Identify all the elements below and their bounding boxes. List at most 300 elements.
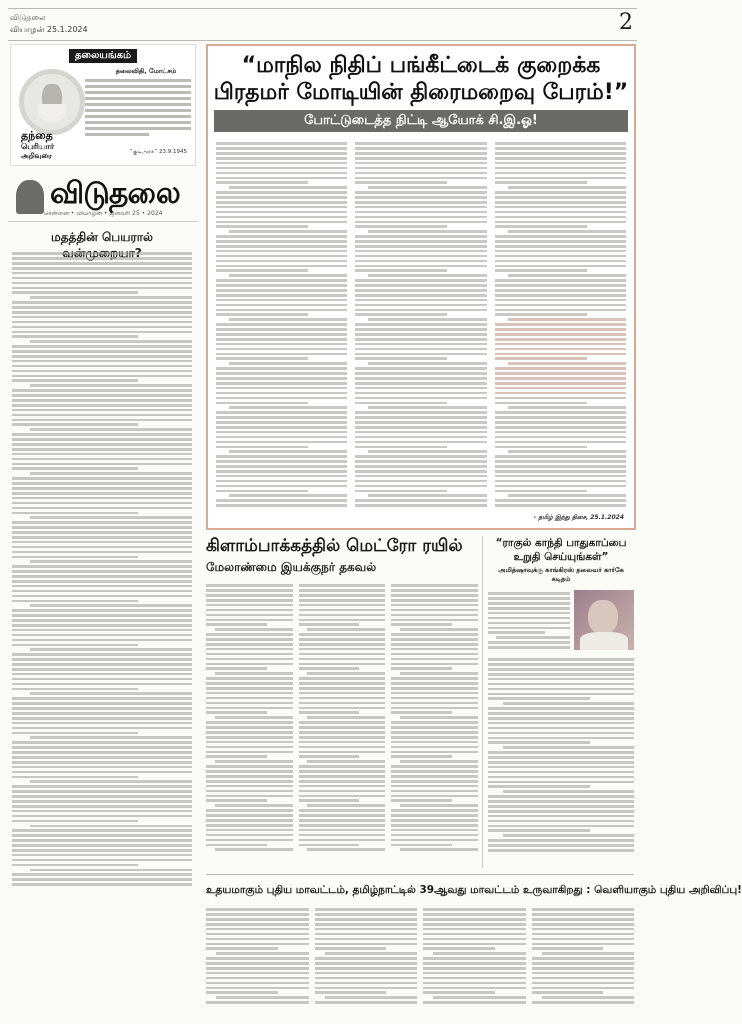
text-line [307, 848, 385, 851]
text-line [495, 211, 626, 214]
text-line [206, 726, 293, 729]
text-line [391, 589, 478, 592]
text-line [12, 575, 192, 578]
text-line [532, 938, 635, 941]
text-line [12, 600, 138, 603]
photo-shirt [580, 632, 628, 650]
text-line [495, 167, 626, 170]
text-line [12, 639, 192, 642]
text-line [12, 697, 192, 700]
text-line [216, 152, 347, 155]
text-line [12, 448, 192, 451]
text-line [299, 799, 360, 802]
text-line [206, 790, 293, 793]
text-line [12, 834, 192, 837]
text-line [12, 282, 192, 285]
text-line [391, 790, 478, 793]
text-line [216, 299, 347, 302]
text-line [215, 672, 293, 675]
text-line [299, 687, 386, 690]
text-line [206, 604, 293, 607]
text-line [355, 162, 486, 165]
text-line [299, 809, 386, 812]
text-line [532, 913, 635, 916]
text-line [495, 431, 626, 434]
text-line [206, 987, 309, 990]
header-rule [8, 40, 637, 41]
text-line [12, 262, 192, 265]
text-line [495, 402, 587, 405]
text-line [206, 653, 293, 656]
text-line [508, 274, 626, 277]
text-line [12, 717, 192, 720]
text-line [488, 592, 570, 595]
text-line [299, 746, 386, 749]
text-line [12, 467, 138, 470]
text-line [495, 436, 626, 439]
text-line [355, 245, 486, 248]
text-line [355, 382, 486, 385]
text-line [495, 475, 626, 478]
text-line [12, 732, 138, 735]
text-line [206, 962, 309, 965]
text-line [12, 595, 192, 598]
text-line [495, 348, 626, 351]
text-line [12, 394, 192, 397]
text-line [30, 692, 192, 695]
text-line [206, 751, 293, 754]
text-line [355, 446, 447, 449]
text-line [423, 947, 495, 950]
metro-column-2 [299, 582, 386, 870]
text-line [12, 497, 192, 500]
metro-headline: கிளாம்பாக்கத்தில் மெட்ரோ ரயில் [206, 536, 463, 556]
text-line [495, 485, 626, 488]
text-line [355, 397, 486, 400]
text-line [423, 933, 526, 936]
text-line [12, 839, 192, 842]
text-line [299, 726, 386, 729]
text-line [355, 460, 486, 463]
text-line [355, 328, 486, 331]
text-line [355, 157, 486, 160]
text-line [355, 357, 447, 360]
text-line [12, 722, 192, 725]
text-line [488, 839, 634, 842]
text-line [216, 216, 347, 219]
text-line [488, 776, 634, 779]
text-line [391, 653, 478, 656]
text-line [12, 624, 192, 627]
text-line [355, 485, 486, 488]
text-line [12, 257, 192, 260]
text-line [325, 996, 417, 999]
text-line [495, 357, 587, 360]
text-line [206, 711, 267, 714]
text-line [216, 426, 347, 429]
text-line [488, 732, 634, 735]
text-line [216, 328, 347, 331]
text-line [12, 409, 192, 412]
text-line [355, 196, 486, 199]
text-line [355, 172, 486, 175]
text-line [315, 991, 387, 994]
text-line [355, 480, 486, 483]
text-line [206, 589, 293, 592]
lead-column-2 [355, 140, 486, 506]
text-line [299, 844, 360, 847]
text-line [391, 839, 478, 842]
text-line [355, 142, 486, 145]
text-line [216, 211, 347, 214]
text-line [355, 504, 486, 507]
text-line [315, 957, 418, 960]
text-line [229, 274, 347, 277]
text-line [495, 441, 626, 444]
text-line [12, 766, 192, 769]
text-line [12, 458, 192, 461]
bottom-rule [206, 874, 634, 875]
text-line [12, 644, 138, 647]
text-line [503, 834, 634, 837]
text-line [12, 350, 192, 353]
text-line [503, 790, 634, 793]
text-line [12, 492, 192, 495]
text-line [206, 741, 293, 744]
text-line [299, 834, 386, 837]
text-line [495, 367, 626, 370]
text-line [532, 923, 635, 926]
text-line [355, 235, 486, 238]
metro-body [206, 582, 478, 870]
text-line [216, 367, 347, 370]
text-line [299, 839, 386, 842]
text-line [206, 780, 293, 783]
text-line [299, 599, 386, 602]
text-line [315, 972, 418, 975]
text-line [216, 377, 347, 380]
text-line [216, 402, 308, 405]
text-line [495, 201, 626, 204]
text-line [532, 928, 635, 931]
text-line [488, 631, 545, 634]
text-line [299, 707, 386, 710]
text-line [206, 1001, 309, 1004]
text-line [488, 849, 634, 852]
text-line [495, 338, 626, 341]
text-line [229, 230, 347, 233]
text-line [206, 819, 293, 822]
text-line [216, 382, 347, 385]
text-line [299, 604, 386, 607]
text-line [299, 755, 360, 758]
text-line [355, 455, 486, 458]
text-line [12, 785, 192, 788]
text-line [12, 878, 192, 881]
text-line [355, 304, 486, 307]
text-line [315, 913, 418, 916]
text-line [495, 294, 626, 297]
text-line [315, 967, 418, 970]
text-line [299, 682, 386, 685]
text-line [216, 952, 308, 955]
text-line [12, 360, 192, 363]
text-line [299, 824, 386, 827]
text-line [495, 240, 626, 243]
text-line [488, 688, 634, 691]
text-line [12, 820, 138, 823]
text-line [206, 736, 293, 739]
text-line [495, 426, 626, 429]
page-number: 2 [619, 10, 633, 35]
text-line [495, 480, 626, 483]
text-line [216, 441, 347, 444]
text-line [495, 250, 626, 253]
text-line [423, 938, 526, 941]
text-line [12, 423, 138, 426]
text-line [30, 340, 192, 343]
text-line [299, 643, 386, 646]
text-line [391, 711, 452, 714]
text-line [307, 804, 385, 807]
text-line [12, 267, 192, 270]
text-line [391, 638, 478, 641]
text-line [355, 181, 447, 184]
metro-column-1 [206, 582, 293, 870]
text-line [391, 824, 478, 827]
text-line [391, 814, 478, 817]
text-line [12, 419, 192, 422]
text-line [488, 641, 570, 644]
text-line [495, 181, 587, 184]
text-line [229, 186, 347, 189]
text-line [299, 638, 386, 641]
text-line [495, 142, 626, 145]
text-line [206, 977, 309, 980]
text-line [400, 760, 478, 763]
text-line [12, 746, 192, 749]
text-line [532, 987, 635, 990]
text-line [12, 541, 192, 544]
text-line [495, 382, 626, 385]
text-line [216, 343, 347, 346]
text-line [206, 599, 293, 602]
text-line [299, 731, 386, 734]
text-line [355, 284, 486, 287]
text-line [355, 392, 486, 395]
text-line [206, 746, 293, 749]
text-line [391, 731, 478, 734]
text-line [12, 756, 192, 759]
text-line [495, 177, 626, 180]
text-line [215, 716, 293, 719]
text-line [30, 604, 192, 607]
periyar-portrait [19, 69, 85, 135]
text-line [488, 800, 634, 803]
text-line [206, 594, 293, 597]
text-line [12, 370, 192, 373]
text-line [216, 338, 347, 341]
text-line [488, 712, 634, 715]
text-line [355, 313, 447, 316]
text-line [495, 284, 626, 287]
text-line [12, 609, 192, 612]
text-line [433, 996, 525, 999]
text-line [488, 597, 570, 600]
text-line [12, 565, 192, 568]
text-line [216, 480, 347, 483]
text-line [368, 362, 486, 365]
text-line [206, 839, 293, 842]
text-line [355, 255, 486, 258]
text-line [495, 157, 626, 160]
text-line [355, 465, 486, 468]
metro-subhead: மேலாண்மை இயக்குநர் தகவல் [206, 560, 377, 574]
editorial-label: தலையங்கம் [69, 49, 137, 63]
text-line [12, 570, 192, 573]
text-line [299, 780, 386, 783]
text-line [299, 667, 360, 670]
text-line [12, 619, 192, 622]
text-line [315, 943, 418, 946]
text-line [355, 269, 447, 272]
text-line [495, 499, 626, 502]
text-line [12, 453, 192, 456]
text-line [229, 494, 347, 497]
rahul-story [488, 534, 634, 870]
text-line [12, 326, 192, 329]
text-line [315, 947, 387, 950]
text-line [488, 622, 570, 625]
text-line [229, 362, 347, 365]
text-line [391, 770, 478, 773]
text-line [307, 672, 385, 675]
text-line [206, 663, 293, 666]
text-line [206, 829, 293, 832]
editorial-title: மதத்தின் பெயரால் [51, 230, 153, 244]
text-line [12, 590, 192, 593]
text-line [229, 450, 347, 453]
text-line [355, 333, 486, 336]
text-line [215, 760, 293, 763]
text-line [12, 433, 192, 436]
lead-body [216, 140, 626, 506]
text-line [216, 294, 347, 297]
text-line [495, 152, 626, 155]
text-line [216, 177, 347, 180]
text-line [216, 348, 347, 351]
text-line [12, 556, 138, 559]
text-line [206, 633, 293, 636]
text-line [30, 648, 192, 651]
text-line [12, 800, 192, 803]
text-line [355, 377, 486, 380]
text-line [495, 392, 626, 395]
text-line [206, 928, 309, 931]
text-line [12, 727, 192, 730]
text-line [423, 908, 526, 911]
text-line [206, 692, 293, 695]
text-line [391, 795, 478, 798]
text-line [206, 682, 293, 685]
text-line [423, 918, 526, 921]
text-line [488, 678, 634, 681]
text-line [216, 191, 347, 194]
text-line [355, 475, 486, 478]
photo-face [588, 600, 618, 634]
text-line [495, 343, 626, 346]
text-line [508, 362, 626, 365]
text-line [423, 913, 526, 916]
text-line [216, 392, 347, 395]
text-line [216, 255, 347, 258]
text-line [495, 465, 626, 468]
text-line [12, 702, 192, 705]
text-line [488, 722, 634, 725]
text-line [368, 318, 486, 321]
text-line [532, 977, 635, 980]
text-line [12, 277, 192, 280]
text-line [495, 279, 626, 282]
text-line [216, 196, 347, 199]
text-line [495, 260, 626, 263]
text-line [206, 913, 309, 916]
text-line [488, 805, 634, 808]
text-line [30, 472, 192, 475]
text-line [423, 972, 526, 975]
text-line [12, 512, 138, 515]
text-line [391, 599, 478, 602]
text-line [488, 785, 590, 788]
text-line [400, 848, 478, 851]
text-line [206, 809, 293, 812]
text-line [299, 814, 386, 817]
text-line [12, 653, 192, 656]
text-line [12, 345, 192, 348]
text-line [495, 289, 626, 292]
text-line [216, 996, 308, 999]
text-line [532, 991, 604, 994]
text-line [12, 854, 192, 857]
text-line [12, 507, 192, 510]
text-line [206, 609, 293, 612]
text-line [299, 584, 386, 587]
text-line [206, 731, 293, 734]
text-line [12, 658, 192, 661]
text-line [216, 411, 347, 414]
text-line [216, 284, 347, 287]
text-line [12, 316, 192, 319]
text-line [216, 353, 347, 356]
text-line [315, 918, 418, 921]
text-line [299, 663, 386, 666]
text-line [206, 614, 293, 617]
text-line [391, 736, 478, 739]
text-line [495, 470, 626, 473]
text-line [355, 299, 486, 302]
text-line [12, 761, 192, 764]
text-line [391, 809, 478, 812]
text-line [355, 250, 486, 253]
text-line [488, 751, 634, 754]
text-line [206, 721, 293, 724]
text-line [391, 677, 478, 680]
text-line [12, 438, 192, 441]
text-line [495, 377, 626, 380]
text-line [391, 623, 452, 626]
text-line [299, 702, 386, 705]
text-line [368, 186, 486, 189]
